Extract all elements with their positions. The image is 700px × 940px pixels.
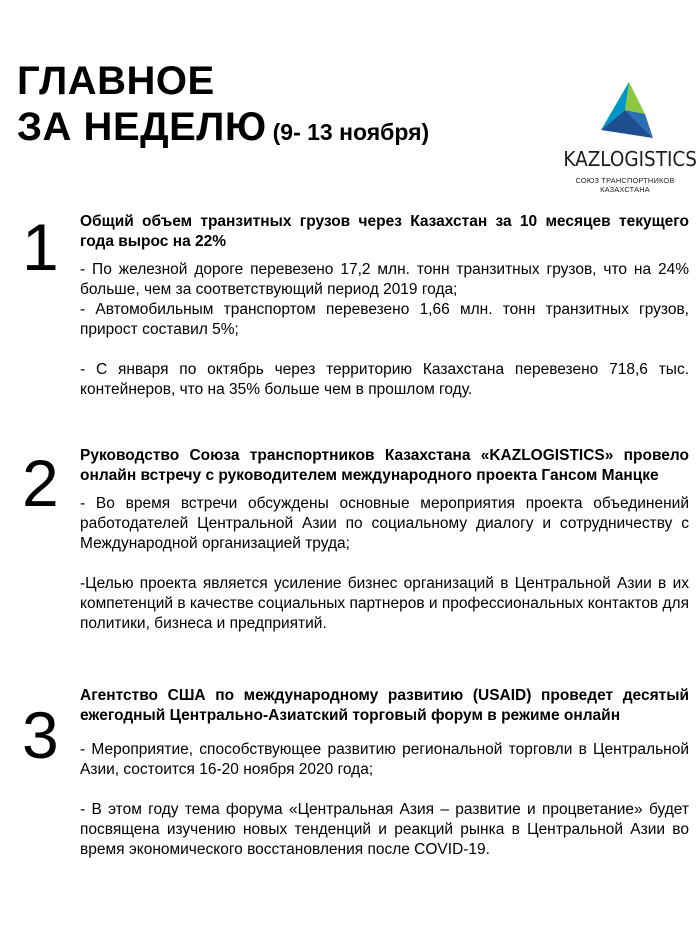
triangle-logo-icon (595, 80, 655, 142)
item-paragraph: - Автомобильным транспортом перевезено 1,66 млн. тонн транзитных грузов, прирост составил 5%; (80, 301, 689, 338)
item-paragraph: - В этом году тема форума «Центральная Азия – развитие и процветание» будет посвящена изучению новых тенденций и реакций рынка в Центральной Азии во время экономического восстановления после COVID-19. (80, 801, 689, 858)
item-heading: Агентство США по международному развитию (USAID) проведет десятый ежегодный Центрально-Азиатский торговый форум в режиме онлайн (80, 687, 689, 724)
item-paragraph: - По железной дороге перевезено 17,2 млн. тонн транзитных грузов, что на 24% больше, чем за соответствующий период 2019 года; (80, 261, 689, 298)
item-paragraph: - Во время встречи обсуждены основные мероприятия проекта объединений работодателей Центральной Азии по социальному диалогу и сотрудничеству с Международной организацией труда; (80, 495, 689, 552)
title-line-1: ГЛАВНОЕ (17, 59, 215, 103)
item-paragraph: - Мероприятие, способствующее развитию региональной торговли в Центральной Азии, состоится 16-20 ноября 2020 года; (80, 741, 689, 778)
logo-subtitle: СОЮЗ ТРАНСПОРТНИКОВ КАЗАХСТАНА (575, 176, 675, 194)
item-number: 2 (22, 446, 59, 520)
item-body (80, 446, 689, 634)
item-number: 3 (22, 698, 59, 772)
kazlogistics-logo (558, 80, 697, 194)
title-line-2 (17, 104, 429, 155)
item-paragraph: - С января по октябрь через территорию Казахстана перевезено 718,6 тыс. контейнеров, что на 35% больше чем в прошлом году. (80, 361, 689, 398)
item-heading: Руководство Союза транспортников Казахстана «KAZLOGISTICS» провело онлайн встречу с руководителем международного проекта Гансом Манцке (80, 447, 689, 484)
title-line-2-text: ЗА НЕДЕЛЮ (17, 105, 267, 149)
item-heading: Общий объем транзитных грузов через Казахстан за 10 месяцев текущего года вырос на 22% (80, 213, 689, 250)
page-title (17, 58, 429, 155)
item-body (80, 686, 689, 860)
logo-wordmark: KAZLOGISTICS (563, 147, 697, 171)
date-range: (9- 13 ноября) (272, 119, 430, 145)
item-body (80, 212, 689, 400)
item-number: 1 (22, 210, 59, 284)
item-paragraph: -Целью проекта является усиление бизнес организаций в Центральной Азии в их компетенций в качестве социальных партнеров и профессиональных контактов для политики, бизнеса и предприятий. (80, 575, 689, 632)
